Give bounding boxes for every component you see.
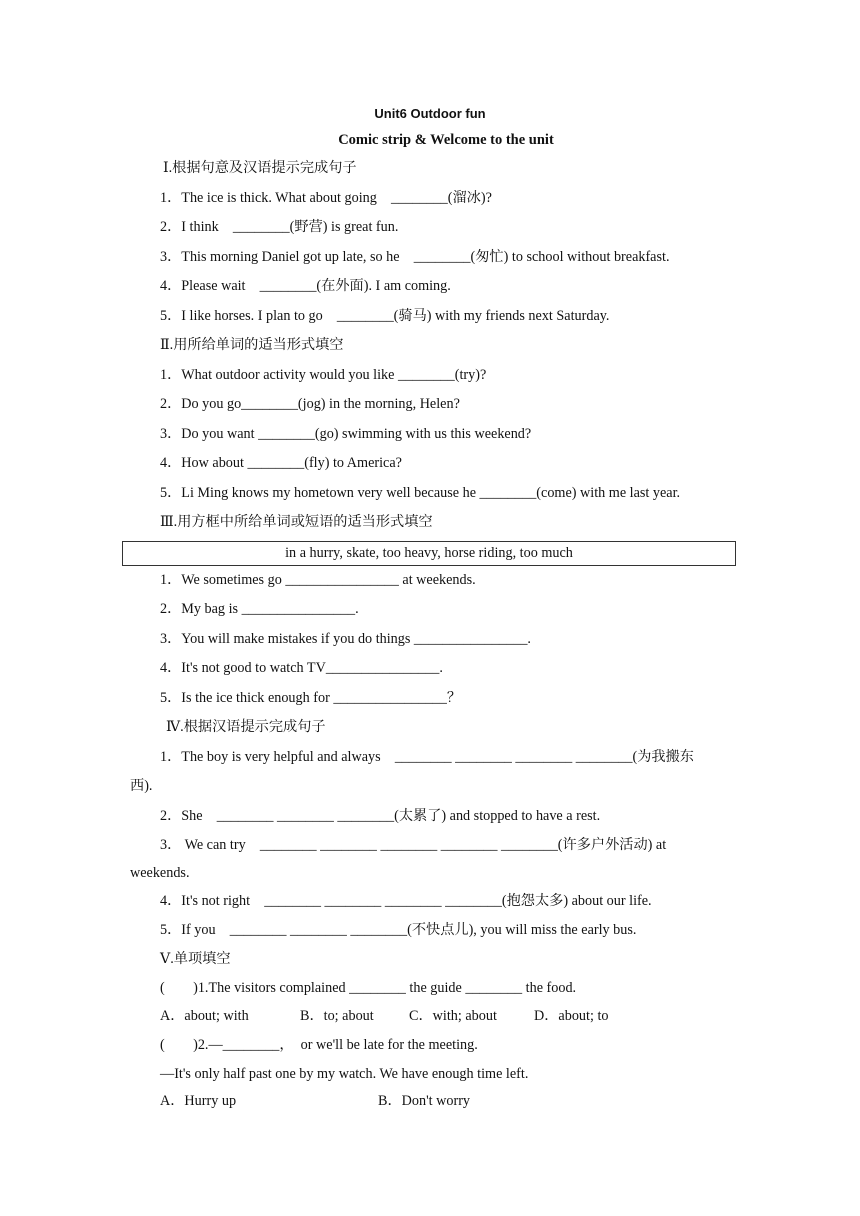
section1-item-4: 4．Please wait ________(在外面). I am coming. [160, 278, 451, 294]
question-2-stem: ( )2.—________， or we'll be late for the meeting. [160, 1037, 478, 1053]
section4-item-2: 2．She ________ ________ ________(太累了) and stopped to have a rest. [160, 808, 601, 824]
section2-heading: Ⅱ.用所给单词的适当形式填空 [160, 337, 344, 353]
section2-item-5: 5．Li Ming knows my hometown very well because he ________(come) with me last year. [160, 485, 681, 501]
section1-item-2: 2．I think ________(野营) is great fun. [160, 219, 399, 235]
section3-item-1: 1．We sometimes go ________________ at weekends. [160, 572, 476, 588]
section2-item-1: 1．What outdoor activity would you like ________(try)? [160, 367, 487, 383]
section4-item-3: 3． We can try ________ ________ ________ ________ ________(许多户外活动) at [160, 837, 667, 853]
section4-item-5: 5．If you ________ ________ ________(不快点儿), you will miss the early bus. [160, 922, 637, 938]
section4-heading: Ⅳ.根据汉语提示完成句子 [166, 719, 326, 735]
section2-item-2: 2．Do you go________(jog) in the morning, Helen? [160, 396, 460, 412]
question-2-option-a: A．Hurry up [160, 1093, 237, 1109]
section1-heading: Ⅰ.根据句意及汉语提示完成句子 [163, 160, 357, 176]
worksheet-title: Unit6 Outdoor fun [374, 106, 486, 121]
section1-item-1: 1．The ice is thick. What about going ________(溜冰)? [160, 190, 492, 206]
section1-item-3: 3．This morning Daniel got up late, so he ________(匆忙) to school without breakfast. [160, 249, 670, 265]
question-1-option-a: A．about; with [160, 1008, 249, 1024]
question-2-reply: —It's only half past one by my watch. We have enough time left. [160, 1066, 529, 1082]
section3-item-4: 4．It's not good to watch TV________________. [160, 660, 443, 676]
section4-item-4: 4．It's not right ________ ________ ________ ________(抱怨太多) about our life. [160, 893, 652, 909]
question-1-option-b: B．to; about [300, 1008, 374, 1024]
section4-item-3-continued: weekends. [130, 865, 190, 881]
section4-item-1: 1．The boy is very helpful and always ________ ________ ________ ________(为我搬东 [160, 749, 694, 765]
section2-item-4: 4．How about ________(fly) to America? [160, 455, 402, 471]
question-2-option-b: B．Don't worry [378, 1093, 471, 1109]
question-1-stem: ( )1.The visitors complained ________ the guide ________ the food. [160, 980, 577, 996]
section2-item-3: 3．Do you want ________(go) swimming with us this weekend? [160, 426, 532, 442]
section5-heading: Ⅴ.单项填空 [160, 951, 231, 967]
word-box: in a hurry, skate, too heavy, horse riding, too much [122, 541, 736, 566]
section4-item-1-continued: 西). [130, 778, 153, 794]
question-1-option-d: D．about; to [534, 1008, 609, 1024]
section3-heading: Ⅲ.用方框中所给单词或短语的适当形式填空 [160, 514, 433, 530]
section3-item-2: 2．My bag is ________________. [160, 601, 359, 617]
section1-item-5: 5．I like horses. I plan to go ________(骑马) with my friends next Saturday. [160, 308, 610, 324]
section3-item-5: 5．Is the ice thick enough for ________________？ [160, 690, 462, 706]
worksheet-subtitle: Comic strip & Welcome to the unit [338, 132, 554, 148]
question-1-option-c: C．with; about [409, 1008, 497, 1024]
section3-item-3: 3．You will make mistakes if you do things ________________. [160, 631, 531, 647]
